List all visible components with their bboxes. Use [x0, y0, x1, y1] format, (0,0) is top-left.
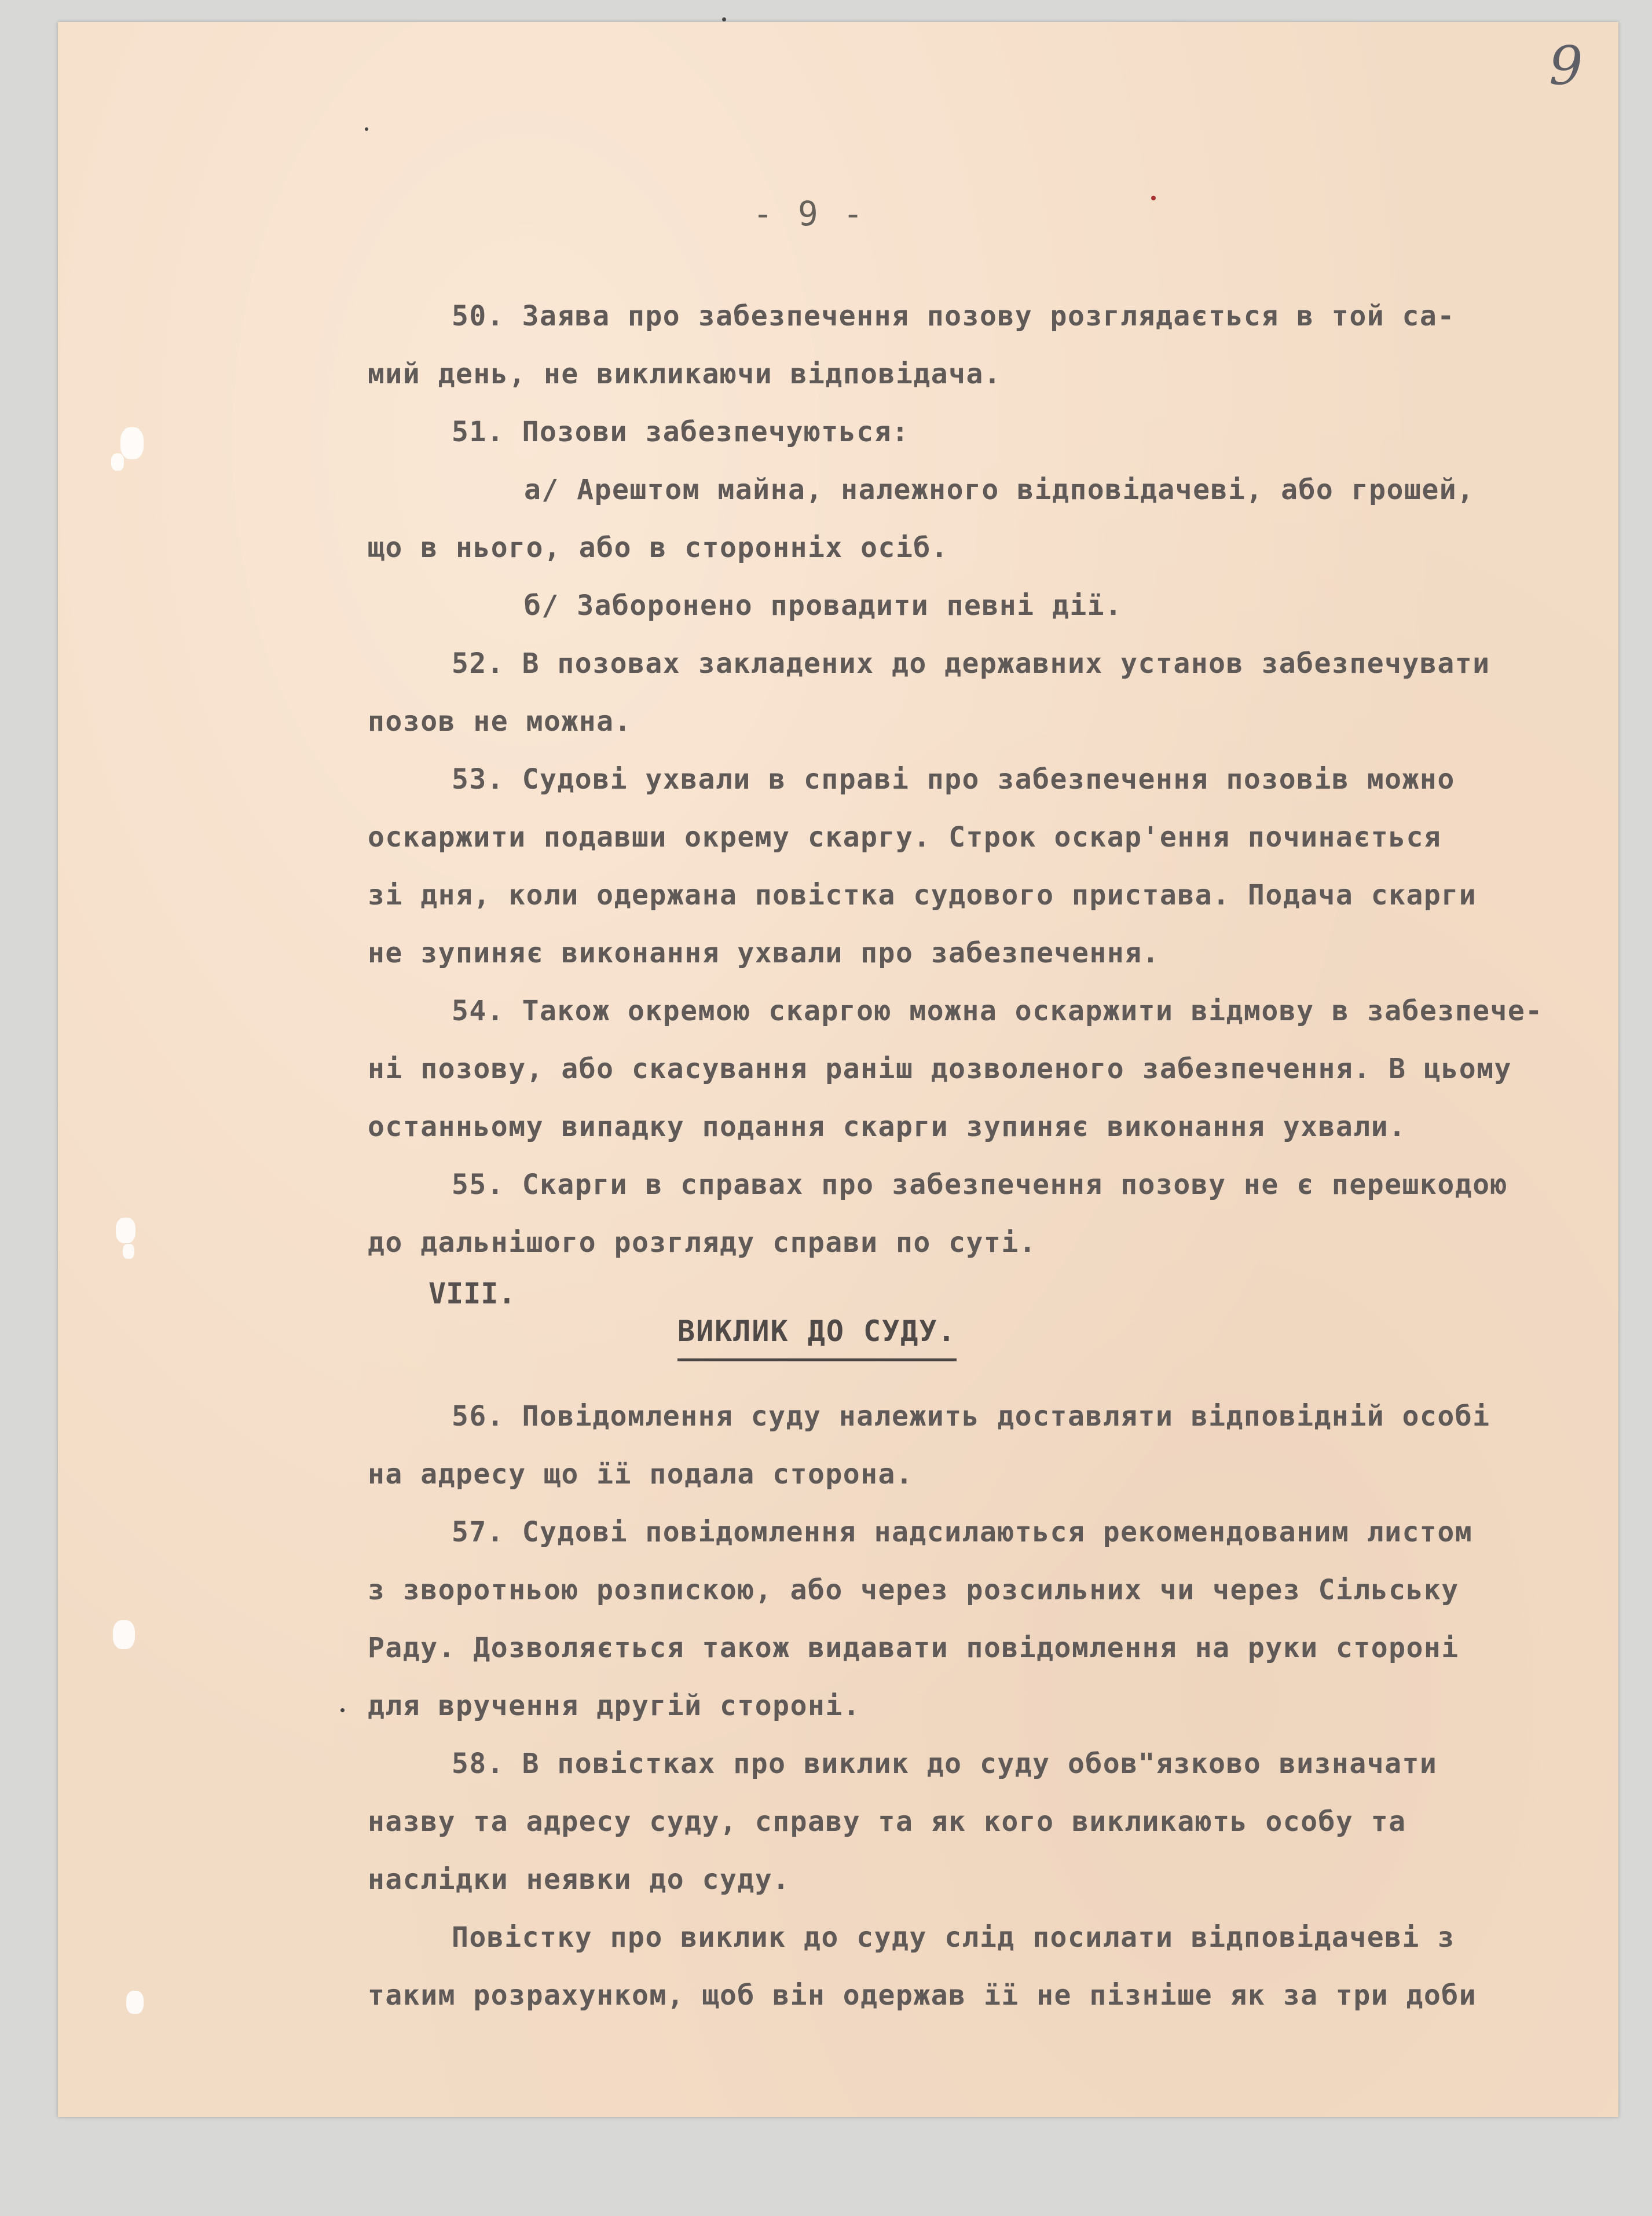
section-title: ВИКЛИК ДО СУДУ.	[677, 1314, 957, 1361]
paper-damage	[111, 453, 124, 471]
ink-speck	[722, 17, 726, 21]
text-line: 58. В повістках про виклик до суду обов"язково визначати	[452, 1748, 1438, 1780]
text-line: для вручення другій стороні.	[368, 1690, 861, 1722]
text-line: а/ Арештом майна, належного відповідачеві, або грошей,	[524, 474, 1475, 506]
text-line: Раду. Дозволяється також видавати повідомлення на руки стороні	[368, 1632, 1459, 1664]
text-line: позов не можна.	[368, 705, 632, 738]
text-line: мий день, не викликаючи відповідача.	[368, 358, 1002, 390]
text-line: останньому випадку подання скарги зупиняє виконання ухвали.	[368, 1111, 1406, 1143]
text-line: Повістку про виклик до суду слід посилати відповідачеві з	[452, 1921, 1455, 1954]
text-line: назву та адресу суду, справу та як кого викликають особу та	[368, 1805, 1406, 1838]
paper-damage	[120, 427, 144, 459]
text-line: 53. Судові ухвали в справі про забезпечення позовів можно	[452, 763, 1455, 796]
text-line: 51. Позови забезпечуються:	[452, 416, 910, 448]
text-line: наслідки неявки до суду.	[368, 1863, 790, 1896]
text-line: ні позову, або скасування раніш дозволеного забезпечення. В цьому	[368, 1053, 1512, 1085]
ink-speck	[1151, 196, 1156, 200]
text-line: зі дня, коли одержана повістка судового пристава. Подача скарги	[368, 879, 1477, 911]
text-line: оскаржити подавши окрему скаргу. Строк оскар'ення починається	[368, 821, 1442, 854]
text-line: 55. Скарги в справах про забезпечення позову не є перешкодою	[452, 1169, 1508, 1201]
text-line: з зворотньою розпискою, або через розсильних чи через Сільську	[368, 1574, 1459, 1606]
text-line: не зупиняє виконання ухвали про забезпечення.	[368, 937, 1160, 969]
paper-damage	[126, 1991, 144, 2014]
text-line: 50. Заява про забезпечення позову розглядається в той са-	[452, 300, 1455, 332]
paper-damage	[113, 1620, 135, 1649]
text-line: 52. В позовах закладених до державних установ забезпечувати	[452, 647, 1490, 680]
section-number: VIII.	[428, 1277, 516, 1310]
ink-speck	[365, 127, 368, 131]
text-line: 56. Повідомлення суду належить доставляти відповідній особі	[452, 1400, 1490, 1433]
page-number: - 9 -	[753, 194, 866, 233]
paper-damage	[123, 1244, 134, 1259]
text-line: на адресу що її подала сторона.	[368, 1458, 914, 1490]
paper-damage	[116, 1218, 135, 1243]
text-line: таким розрахунком, щоб він одержав її не пізніше як за три доби	[368, 1979, 1477, 2012]
text-line: 54. Також окремою скаргою можна оскаржити відмову в забезпече-	[452, 995, 1543, 1027]
text-line: що в нього, або в сторонніх осіб.	[368, 532, 949, 564]
ink-speck	[340, 1708, 345, 1712]
archive-page-number: 9	[1549, 35, 1583, 97]
text-line: 57. Судові повідомлення надсилаються рекомендованим листом	[452, 1516, 1473, 1548]
text-line: б/ Заборонено провадити певні дії.	[524, 589, 1123, 622]
text-line: до дальнішого розгляду справи по суті.	[368, 1226, 1037, 1259]
